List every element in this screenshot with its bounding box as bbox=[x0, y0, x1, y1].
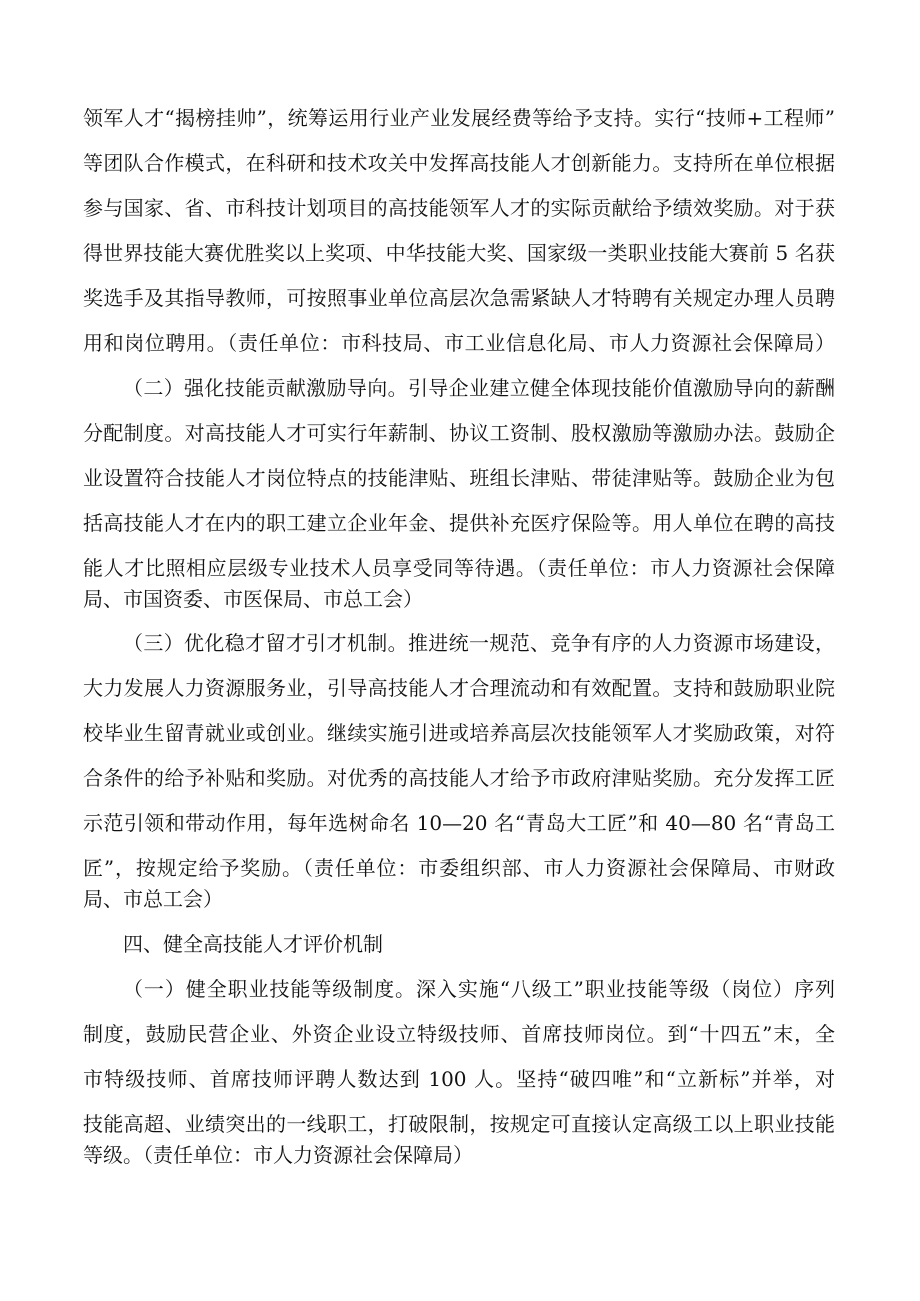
paragraph-line: 领军人才“揭榜挂帅”，统筹运用行业产业发展经费等给予支持。实行“技师+工程师” bbox=[83, 106, 835, 130]
paragraph-line: 合条件的给予补贴和奖励。对优秀的高技能人才给予市政府津贴奖励。充分发挥工匠 bbox=[83, 766, 835, 790]
paragraph-line: 示范引领和带动作用，每年选树命名 10—20 名“青岛大工匠”和 40—80 名“青岛工 bbox=[83, 811, 835, 835]
paragraph-line: 参与国家、省、市科技计划项目的高技能领军人才的实际贡献给予绩效奖励。对于获 bbox=[83, 196, 835, 220]
paragraph-line: 奖选手及其指导教师，可按照事业单位高层次急需紧缺人才特聘有关规定办理人员聘 bbox=[83, 286, 835, 310]
paragraph-line: （二）强化技能贡献激励导向。引导企业建立健全体现技能价值激励导向的薪酬 bbox=[123, 376, 835, 400]
paragraph-line: （一）健全职业技能等级制度。深入实施“八级工”职业技能等级（岗位）序列 bbox=[123, 977, 835, 1001]
paragraph-line: 用和岗位聘用。（责任单位：市科技局、市工业信息化局、市人力资源社会保障局） bbox=[83, 331, 835, 355]
paragraph-line: 等级。（责任单位：市人力资源社会保障局） bbox=[83, 1143, 473, 1167]
paragraph-line: 技能高超、业绩突出的一线职工，打破限制，按规定可直接认定高级工以上职业技能 bbox=[83, 1112, 835, 1136]
paragraph-line: 局、市总工会） bbox=[83, 887, 223, 911]
paragraph-line: 制度，鼓励民营企业、外资企业设立特级技师、首席技师岗位。到“十四五”末，全 bbox=[83, 1022, 835, 1046]
paragraph-line: 得世界技能大赛优胜奖以上奖项、中华技能大奖、国家级一类职业技能大赛前 5 名获 bbox=[83, 241, 835, 265]
paragraph-line: 业设置符合技能人才岗位特点的技能津贴、班组长津贴、带徒津贴等。鼓励企业为包 bbox=[83, 466, 835, 490]
paragraph-line: 括高技能人才在内的职工建立企业年金、提供补充医疗保险等。用人单位在聘的高技 bbox=[83, 511, 835, 535]
paragraph-line: 校毕业生留青就业或创业。继续实施引进或培养高层次技能领军人才奖励政策，对符 bbox=[83, 721, 835, 745]
paragraph-line: 等团队合作模式，在科研和技术攻关中发挥高技能人才创新能力。支持所在单位根据 bbox=[83, 151, 835, 175]
paragraph-line: 分配制度。对高技能人才可实行年薪制、协议工资制、股权激励等激励办法。鼓励企 bbox=[83, 421, 835, 445]
paragraph-line: 市特级技师、首席技师评聘人数达到 100 人。坚持“破四唯”和“立新标”并举，对 bbox=[83, 1067, 835, 1091]
paragraph-line: 匠”，按规定给予奖励。（责任单位：市委组织部、市人力资源社会保障局、市财政 bbox=[83, 856, 835, 880]
paragraph-line: 能人才比照相应层级专业技术人员享受同等待遇。（责任单位：市人力资源社会保障 bbox=[83, 556, 835, 580]
paragraph-line: 局、市国资委、市医保局、市总工会） bbox=[83, 587, 423, 611]
paragraph-line: （三）优化稳才留才引才机制。推进统一规范、竞争有序的人力资源市场建设， bbox=[123, 631, 835, 655]
section-heading: 四、健全高技能人才评价机制 bbox=[123, 932, 383, 956]
paragraph-line: 大力发展人力资源服务业，引导高技能人才合理流动和有效配置。支持和鼓励职业院 bbox=[83, 676, 835, 700]
